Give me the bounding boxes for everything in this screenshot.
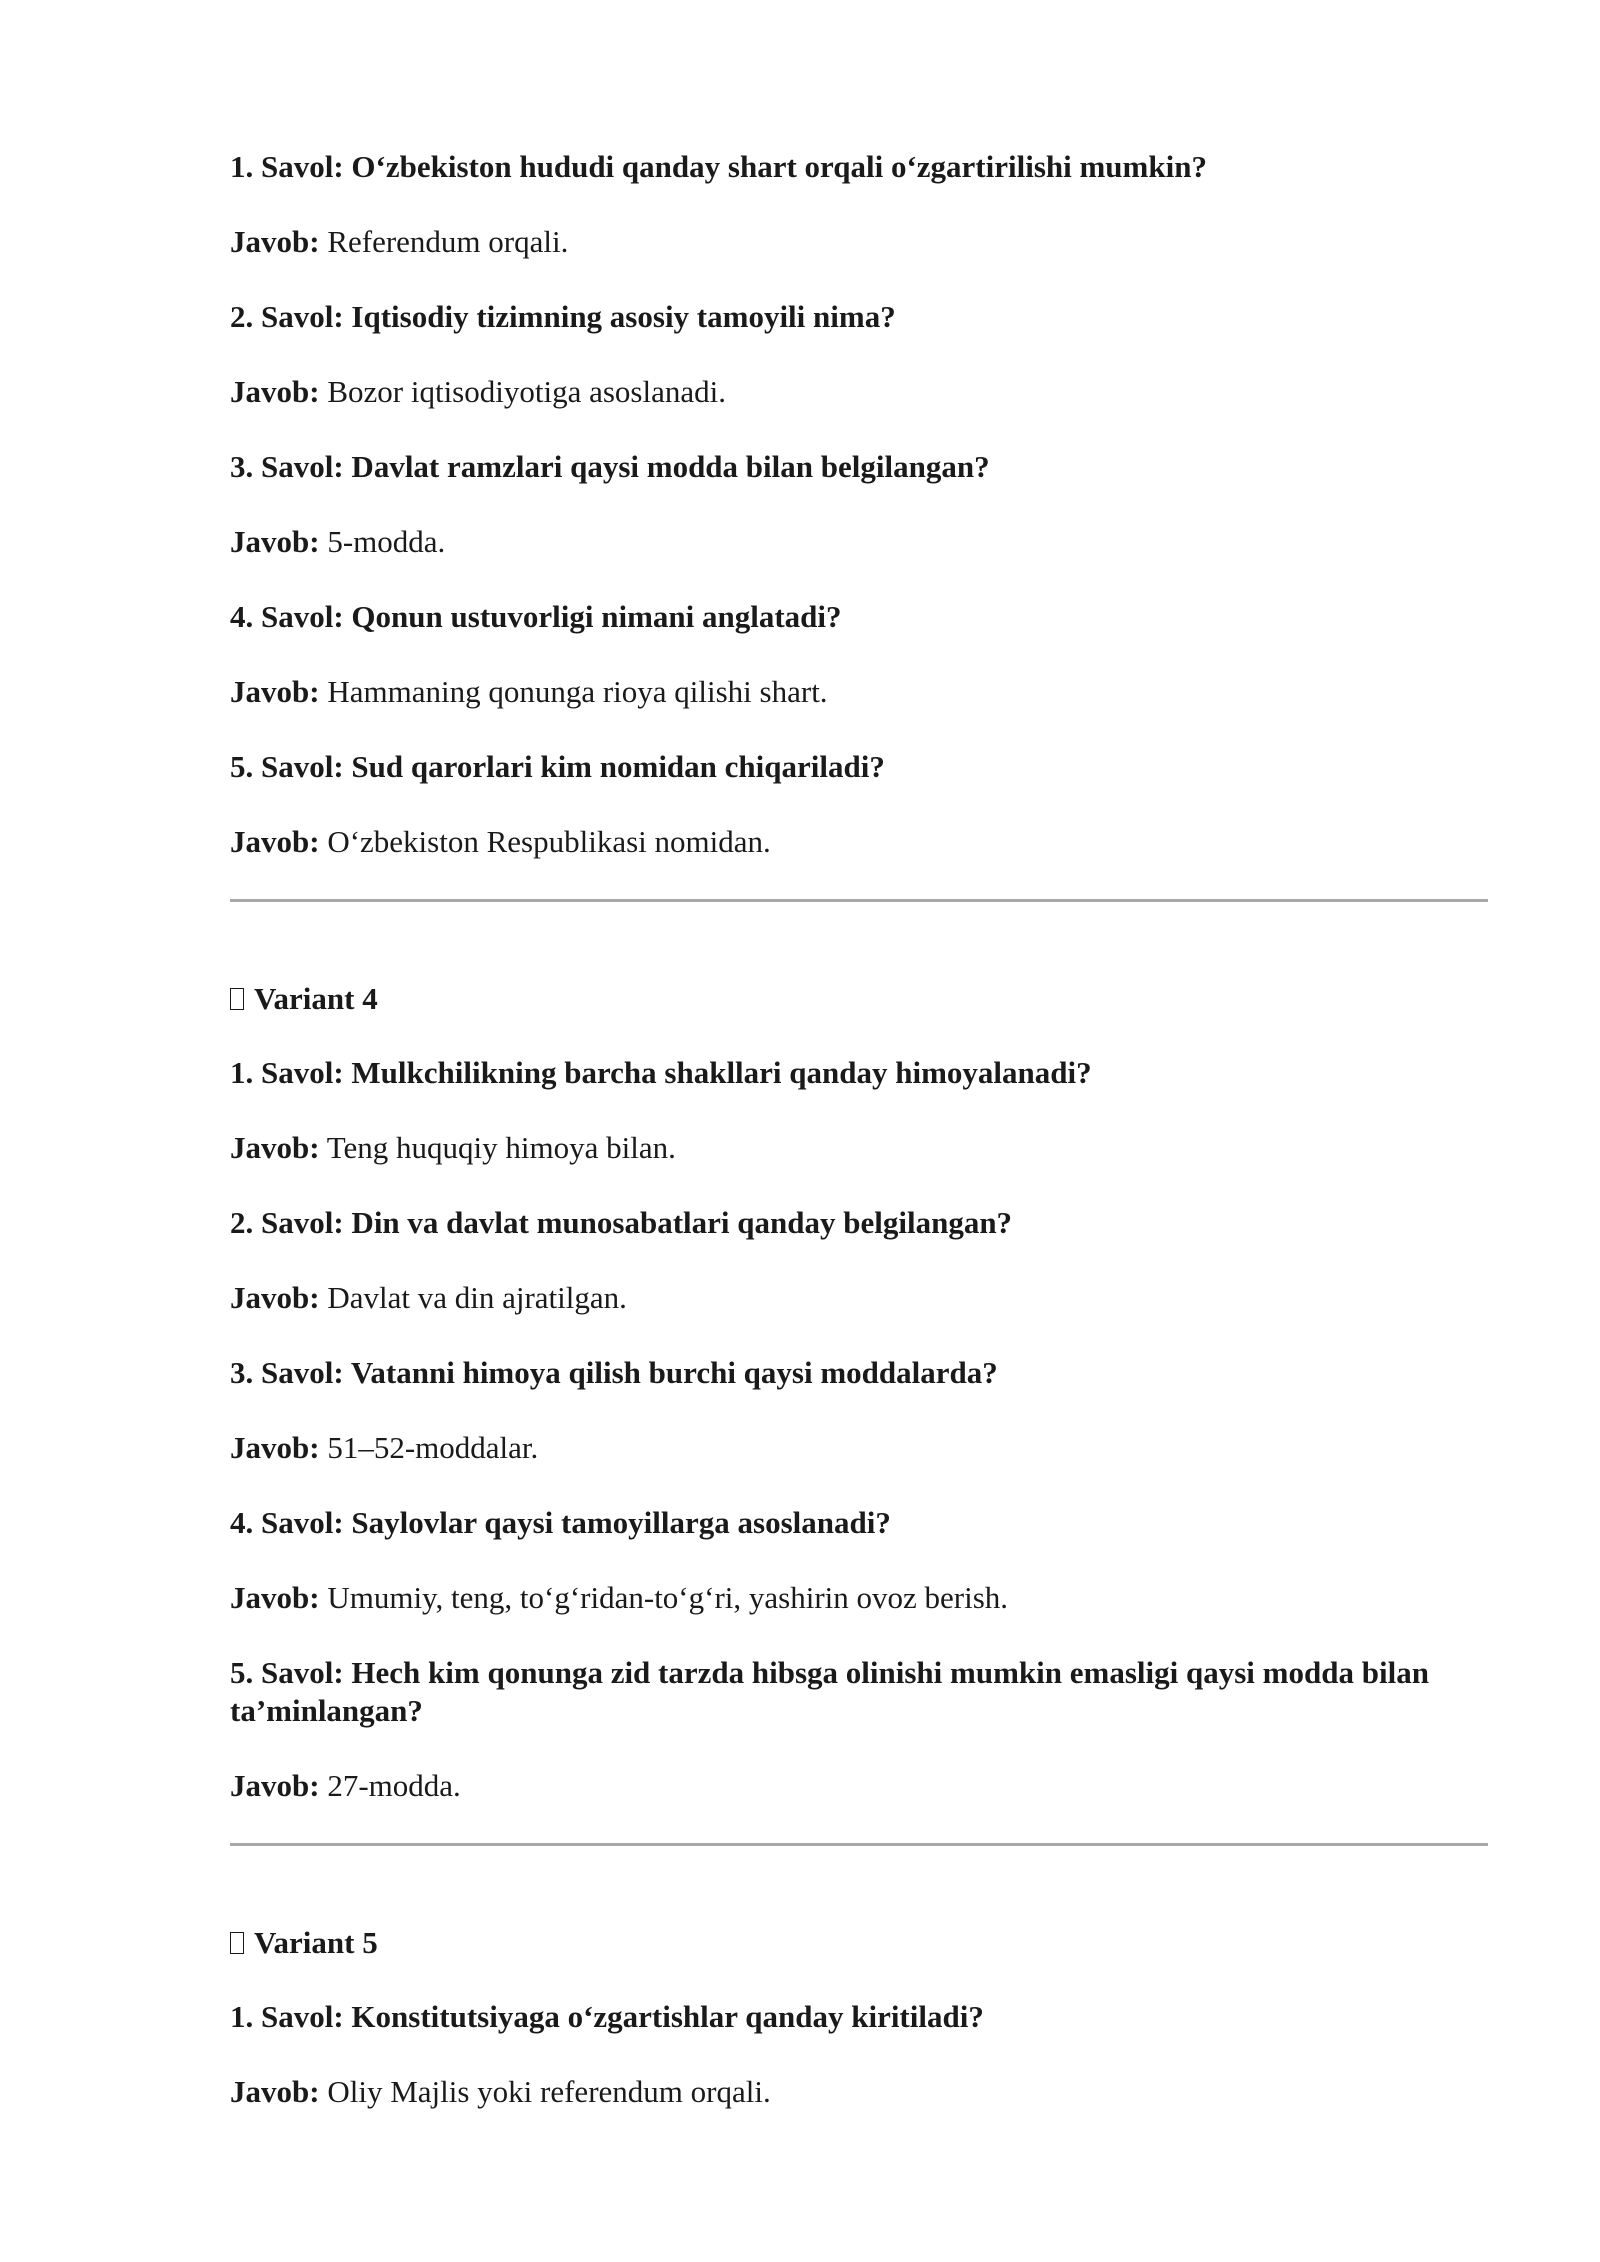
answer-label: Javob: — [230, 1280, 320, 1315]
question-1: 1. Savol: Konstitutsiyaga o‘zgartishlar qanday kiritiladi? — [230, 1999, 984, 2034]
variant-title: Variant 5 — [254, 1925, 378, 1960]
section-variant-4 — [230, 980, 1488, 1846]
answer-text: 51–52-moddalar. — [327, 1430, 539, 1465]
answer-text: Referendum orqali. — [327, 224, 569, 259]
answer-label: Javob: — [230, 674, 320, 709]
answer-text: Davlat va din ajratilgan. — [327, 1280, 627, 1315]
answer-text: Hammaning qonunga rioya qilishi shart. — [327, 674, 828, 709]
section-divider — [230, 899, 1488, 902]
answer-3 — [230, 1429, 1488, 1467]
section-variant-5 — [230, 1924, 1488, 2111]
question-3: 3. Savol: Davlat ramzlari qaysi modda bilan belgilangan? — [230, 449, 990, 484]
missing-glyph-icon — [230, 1932, 244, 1954]
variant-heading — [230, 980, 1488, 1018]
answer-text: 5-modda. — [327, 524, 446, 559]
answer-label: Javob: — [230, 1580, 320, 1615]
answer-label: Javob: — [230, 1130, 320, 1165]
question-5: 5. Savol: Hech kim qonunga zid tarzda hibsga olinishi mumkin emasligi qaysi modda bilan ta’minlangan? — [230, 1655, 1429, 1728]
answer-label: Javob: — [230, 824, 320, 859]
answer-1 — [230, 1129, 1488, 1167]
answer-label: Javob: — [230, 1768, 320, 1803]
section-previous-variant — [230, 148, 1488, 902]
missing-glyph-icon — [230, 988, 244, 1010]
question-2: 2. Savol: Iqtisodiy tizimning asosiy tamoyili nima? — [230, 299, 896, 334]
answer-text: Teng huquqiy himoya bilan. — [326, 1130, 676, 1165]
question-4: 4. Savol: Saylovlar qaysi tamoyillarga asoslanadi? — [230, 1505, 891, 1540]
answer-4 — [230, 1579, 1488, 1617]
answer-text: 27-modda. — [327, 1768, 461, 1803]
question-1: 1. Savol: O‘zbekiston hududi qanday shart orqali o‘zgartirilishi mumkin? — [230, 149, 1207, 184]
question-4: 4. Savol: Qonun ustuvorligi nimani anglatadi? — [230, 599, 842, 634]
question-2: 2. Savol: Din va davlat munosabatlari qanday belgilangan? — [230, 1205, 1013, 1240]
question-3: 3. Savol: Vatanni himoya qilish burchi qaysi moddalarda? — [230, 1355, 998, 1390]
answer-1 — [230, 223, 1488, 261]
answer-5 — [230, 1767, 1488, 1805]
answer-3 — [230, 523, 1488, 561]
answer-1 — [230, 2073, 1488, 2111]
section-divider — [230, 1843, 1488, 1846]
answer-label: Javob: — [230, 2074, 320, 2109]
answer-2 — [230, 373, 1488, 411]
answer-label: Javob: — [230, 524, 320, 559]
answer-label: Javob: — [230, 374, 320, 409]
question-5: 5. Savol: Sud qarorlari kim nomidan chiqariladi? — [230, 749, 885, 784]
answer-text: Umumiy, teng, to‘g‘ridan-to‘g‘ri, yashirin ovoz berish. — [327, 1580, 1009, 1615]
answer-2 — [230, 1279, 1488, 1317]
answer-5 — [230, 823, 1488, 861]
answer-4 — [230, 673, 1488, 711]
answer-label: Javob: — [230, 224, 320, 259]
variant-title: Variant 4 — [254, 981, 378, 1016]
answer-text: Oliy Majlis yoki referendum orqali. — [327, 2074, 771, 2109]
answer-text: O‘zbekiston Respublikasi nomidan. — [327, 824, 771, 859]
variant-heading — [230, 1924, 1488, 1962]
answer-text: Bozor iqtisodiyotiga asoslanadi. — [327, 374, 726, 409]
question-1: 1. Savol: Mulkchilikning barcha shakllari qanday himoyalanadi? — [230, 1055, 1092, 1090]
answer-label: Javob: — [230, 1430, 320, 1465]
